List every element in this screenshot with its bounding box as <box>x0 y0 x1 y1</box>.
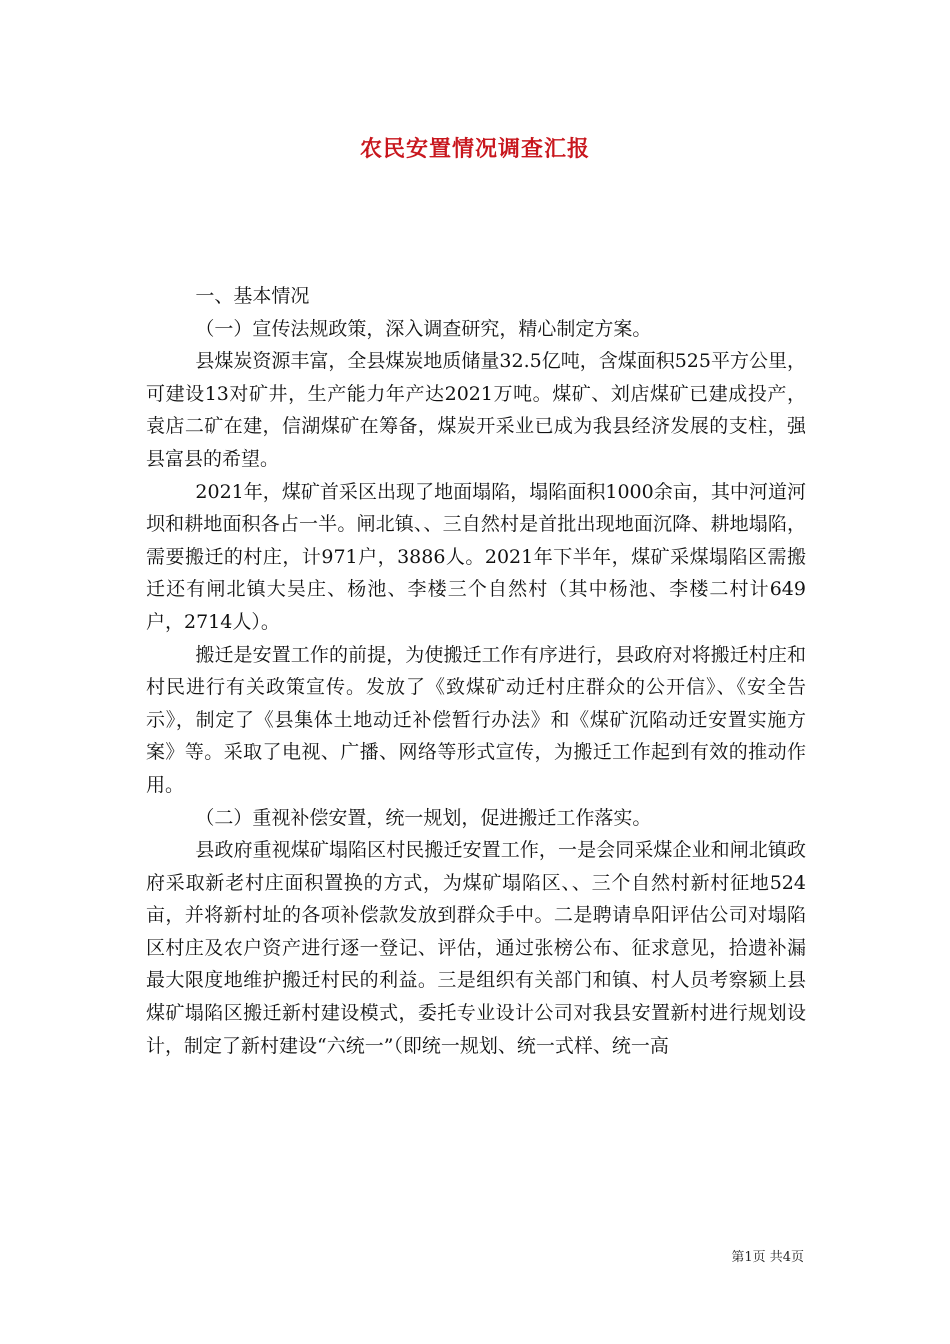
paragraph-relocation-publicity: 搬迁是安置工作的前提，为使搬迁工作有序进行，县政府对将搬迁村庄和村民进行有关政策宣传。发放了《致煤矿动迁村庄群众的公开信》、《安全告示》，制定了《县集体土地动迁补偿暂行办法》和《煤矿沉陷动迁安置实施方案》等。采取了电视、广播、网络等形式宣传，为搬迁工作起到有效的推动作用。 <box>146 643 806 796</box>
page-number: 第1页 共4页 <box>731 1250 804 1265</box>
paragraph-compensation: 县政府重视煤矿塌陷区村民搬迁安置工作，一是会同采煤企业和闸北镇政府采取新老村庄面积置换的方式，为煤矿塌陷区、、三个自然村新村征地524亩，并将新村址的各项补偿款发放到群众手中。二是聘请阜阳评估公司对塌陷区村庄及农户资产进行逐一登记、评估，通过张榜公布、征求意见，拾遗补漏最大限度地维护搬迁村民的利益。三是组织有关部门和镇、村人员考察颍上县煤矿塌陷区搬迁新村建设模式，委托专业设计公司对我县安置新村进行规划设计，制定了新村建设“六统一”（即统一规划、统一式样、统一高 <box>146 839 806 1057</box>
document-title: 农民安置情况调查汇报 <box>359 136 590 162</box>
section-heading-basic-situation: 一、基本情况 <box>195 285 310 307</box>
subsection-heading-1: （一）宣传法规政策，深入调查研究，精心制定方案。 <box>195 317 652 340</box>
document-body <box>146 280 806 1062</box>
subsection-heading-2: （二）重视补偿安置，统一规划，促进搬迁工作落实。 <box>195 806 652 829</box>
paragraph-coal-resources: 县煤炭资源丰富，全县煤炭地质储量32.5亿吨，含煤面积525平方公里，可建设13对矿井，生产能力年产达2021万吨。煤矿、刘店煤矿已建成投产，袁店二矿在建，信湖煤矿在筹备，煤炭开采业已成为我县经济发展的支柱，强县富县的希望。 <box>146 350 806 470</box>
paragraph-subsidence: 2021年，煤矿首采区出现了地面塌陷，塌陷面积1000余亩，其中河道河坝和耕地面积各占一半。闸北镇、、三自然村是首批出现地面沉降、耕地塌陷，需要搬迁的村庄，计971户，3886人。2021年下半年，煤矿采煤塌陷区需搬迁还有闸北镇大吴庄、杨池、李楼三个自然村（其中杨池、李楼二村计649户，2714人）。 <box>146 480 806 633</box>
